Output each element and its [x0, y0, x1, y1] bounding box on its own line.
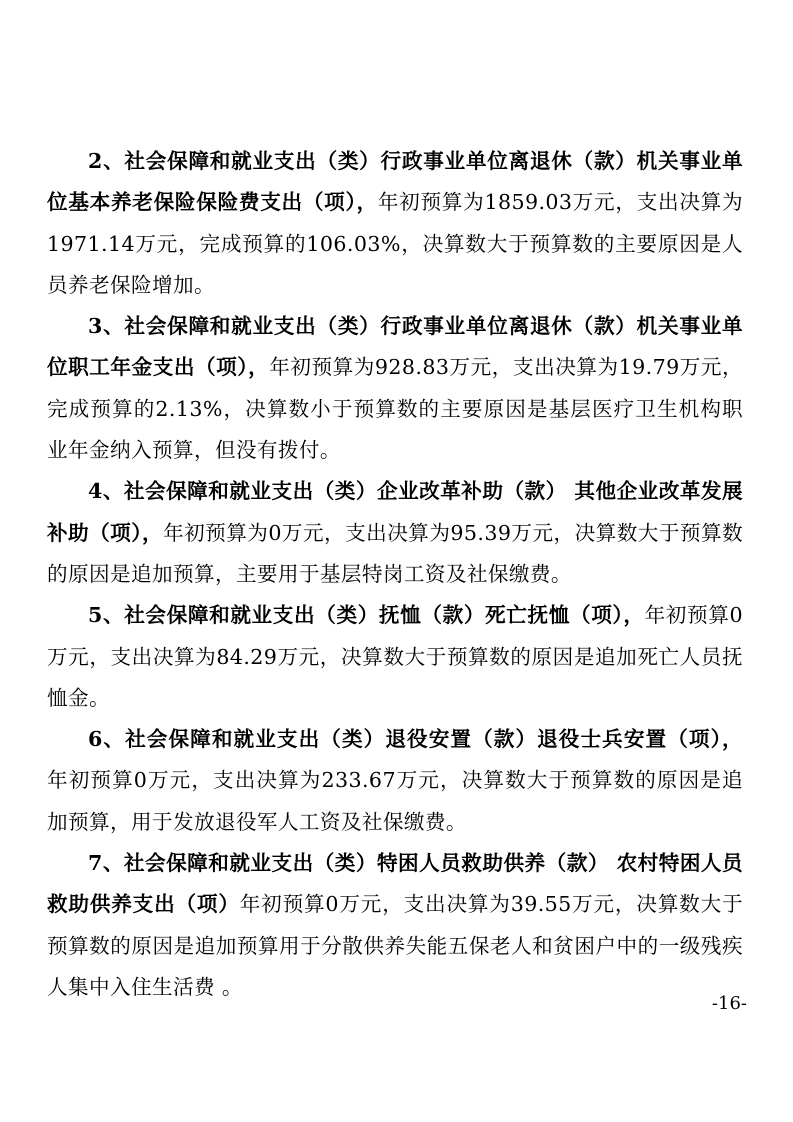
paragraph-heading: 3、社会保障和就业支出（类）行政事业单位离退休（款）机关事业单位职工年金支出（项）， — [47, 314, 743, 380]
paragraph-item-5 — [47, 595, 743, 719]
paragraph-heading: 5、社会保障和就业支出（类）抚恤（款）死亡抚恤（项）， — [88, 603, 645, 628]
paragraph-text: 年初预算为928.83万元，支出决算为19.79万元，完成预算的2.13%，决算数小于预算数的主要原因是基层医疗卫生机构职业年金纳入预算，但没有拨付。 — [47, 355, 744, 463]
paragraph-item-7 — [47, 843, 743, 1008]
paragraph-text: 年初预算为1859.03万元，支出决算为1971.14万元，完成预算的106.03%，决算数大于预算数的主要原因是人员养老保险增加。 — [47, 190, 743, 297]
paragraph-heading: 2、社会保障和就业支出（类）行政事业单位离退休（款）机关事业单位基本养老保险保险费支出（项）， — [47, 149, 743, 215]
paragraph-item-4 — [47, 471, 743, 595]
paragraph-text: 年初预算0万元，支出决算为39.55万元，决算数大于预算数的原因是追加预算用于分散供养失能五保老人和贫困户中的一级残疾人集中入住生活费 。 — [47, 892, 743, 999]
page-number: -16- — [711, 993, 747, 1014]
paragraph-text: 年初预算0万元，支出决算为84.29万元，决算数大于预算数的原因是追加死亡人员抚恤金。 — [47, 603, 743, 710]
paragraph-item-2 — [47, 141, 743, 306]
paragraph-text: 年初预算0万元，支出决算为233.67万元，决算数大于预算数的原因是追加预算，用于发放退役军人工资及社保缴费。 — [47, 768, 743, 834]
paragraph-text: 年初预算为0万元，支出决算为95.39万元，决算数大于预算数的原因是追加预算，主要用于基层特岗工资及社保缴费。 — [47, 520, 743, 586]
paragraph-heading: 4、社会保障和就业支出（类）企业改革补助（款） 其他企业改革发展补助（项）， — [47, 479, 743, 545]
paragraph-heading: 6、社会保障和就业支出（类）退役安置（款）退役士兵安置（项）， — [88, 727, 743, 752]
document-body — [47, 141, 743, 1008]
paragraph-item-3 — [47, 306, 743, 471]
paragraph-heading: 7、社会保障和就业支出（类）特困人员救助供养（款） 农村特困人员救助供养支出（项） — [47, 851, 743, 917]
paragraph-item-6 — [47, 719, 743, 843]
